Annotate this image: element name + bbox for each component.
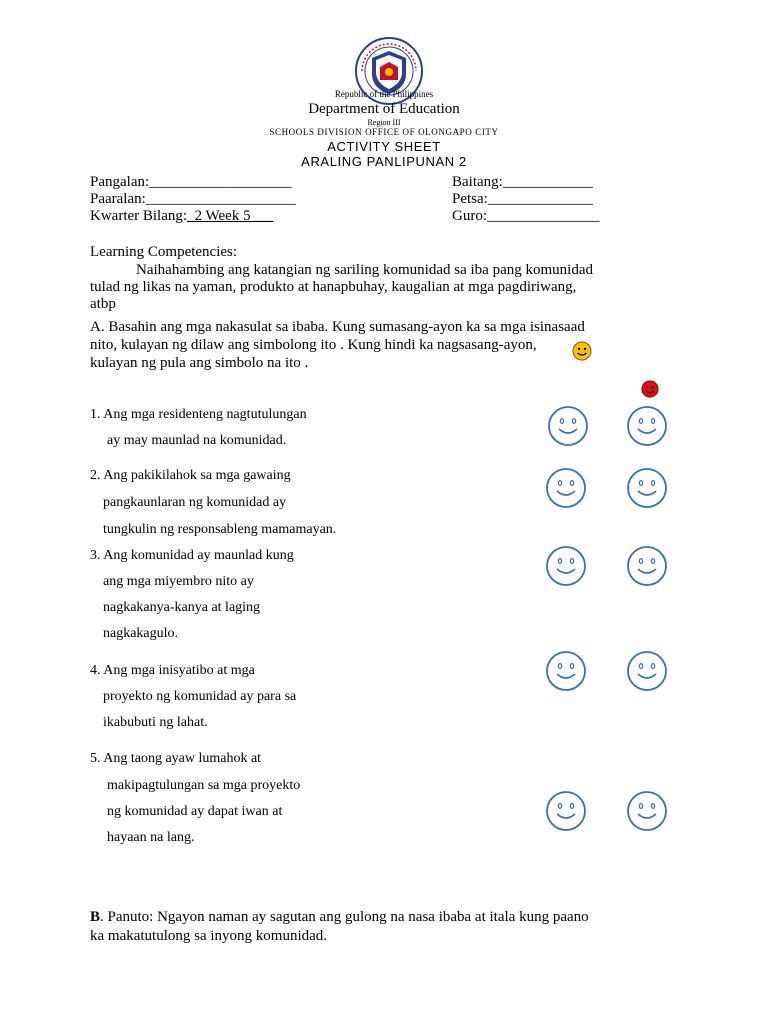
item-2-line-2: pangkaunlaran ng komunidad ay xyxy=(103,495,287,510)
item-4-line-3: ikabubuti ng lahat. xyxy=(103,715,208,730)
item-2-disagree-smiley-icon[interactable] xyxy=(626,467,668,509)
kwarter-label: Kwarter Bilang: xyxy=(90,208,188,224)
item-3-line-2: ang mga miyembro nito ay xyxy=(103,574,254,589)
petsa-field[interactable]: Petsa:______________ xyxy=(452,191,593,207)
item-1-disagree-smiley-icon[interactable] xyxy=(626,405,668,447)
item-5-line-1: 5. Ang taong ayaw lumahok at xyxy=(90,751,262,766)
guro-field[interactable]: Guro:_______________ xyxy=(452,208,600,224)
item-4-line-2: proyekto ng komunidad ay para sa xyxy=(103,689,297,704)
item-5-disagree-smiley-icon[interactable] xyxy=(626,790,668,832)
paaralan-field[interactable]: Paaralan:____________________ xyxy=(90,191,296,207)
item-5-line-3: ng komunidad ay dapat iwan at xyxy=(107,804,283,819)
department-title: Department of Education xyxy=(308,101,460,117)
sheet-title: ACTIVITY SHEET xyxy=(327,139,441,154)
item-3-line-1: 3. Ang komunidad ay maunlad kung xyxy=(90,548,294,563)
competencies-line-1: Naihahambing ang katangian ng sariling komunidad sa iba pang komunidad xyxy=(136,262,593,278)
region-text: Region III xyxy=(367,118,401,127)
item-4-line-1: 4. Ang mga inisyatibo at mga xyxy=(90,663,255,678)
yellow-smiley-icon xyxy=(572,341,592,361)
item-4-disagree-smiley-icon[interactable] xyxy=(626,650,668,692)
item-1-line-1: 1. Ang mga residenteng nagtutulungan xyxy=(90,407,307,422)
kwarter-value: _2 Week 5___ xyxy=(187,208,274,224)
item-2-line-3: tungkulin ng responsableng mamamayan. xyxy=(103,522,337,537)
section-b-letter: B xyxy=(90,909,101,925)
item-3-agree-smiley-icon[interactable] xyxy=(545,545,587,587)
competencies-line-2: tulad ng likas na yaman, produkto at hanapbuhay, kaugalian at mga pagdiriwang, xyxy=(90,279,577,295)
subject-title: ARALING PANLIPUNAN 2 xyxy=(301,154,467,169)
item-5-agree-smiley-icon[interactable] xyxy=(545,790,587,832)
item-1-line-2: ay may maunlad na komunidad. xyxy=(107,433,287,448)
kwarter-field xyxy=(90,208,273,225)
republic-text: Republic of the Philippines xyxy=(334,89,434,99)
section-b-text: . Panuto: Ngayon naman ay sagutan ang gulong na nasa ibaba at itala kung paano xyxy=(100,909,589,925)
item-3-line-3: nagkakanya-kanya at laging xyxy=(103,600,261,615)
section-a-line-3: kulayan ng pula ang simbolo na ito . xyxy=(90,355,309,371)
competencies-heading: Learning Competencies: xyxy=(90,244,238,260)
section-b-line-2: ka makatutulong sa inyong komunidad. xyxy=(90,928,328,944)
competencies-line-3: atbp xyxy=(90,296,116,312)
section-b-line-1 xyxy=(90,909,589,926)
item-1-agree-smiley-icon[interactable] xyxy=(547,405,589,447)
section-a-line-1: A. Basahin ang mga nakasulat sa ibaba. Kung sumasang-ayon ka sa mga isinasaad xyxy=(90,319,585,335)
item-2-line-1: 2. Ang pakikilahok sa mga gawaing xyxy=(90,468,291,483)
baitang-field[interactable]: Baitang:____________ xyxy=(452,174,593,190)
division-text: SCHOOLS DIVISION OFFICE OF OLONGAPO CITY xyxy=(269,127,499,137)
pangalan-field[interactable]: Pangalan:___________________ xyxy=(90,174,292,190)
section-a-line-2: nito, kulayan ng dilaw ang simbolong ito . Kung hindi ka nagsasang-ayon, xyxy=(90,337,537,353)
item-5-line-2: makipagtulungan sa mga proyekto xyxy=(107,778,301,793)
item-5-line-4: hayaan na lang. xyxy=(107,830,195,845)
red-smiley-icon xyxy=(641,380,659,398)
item-3-line-4: nagkakagulo. xyxy=(103,626,179,641)
item-4-agree-smiley-icon[interactable] xyxy=(545,650,587,692)
item-2-agree-smiley-icon[interactable] xyxy=(545,467,587,509)
item-3-disagree-smiley-icon[interactable] xyxy=(626,545,668,587)
